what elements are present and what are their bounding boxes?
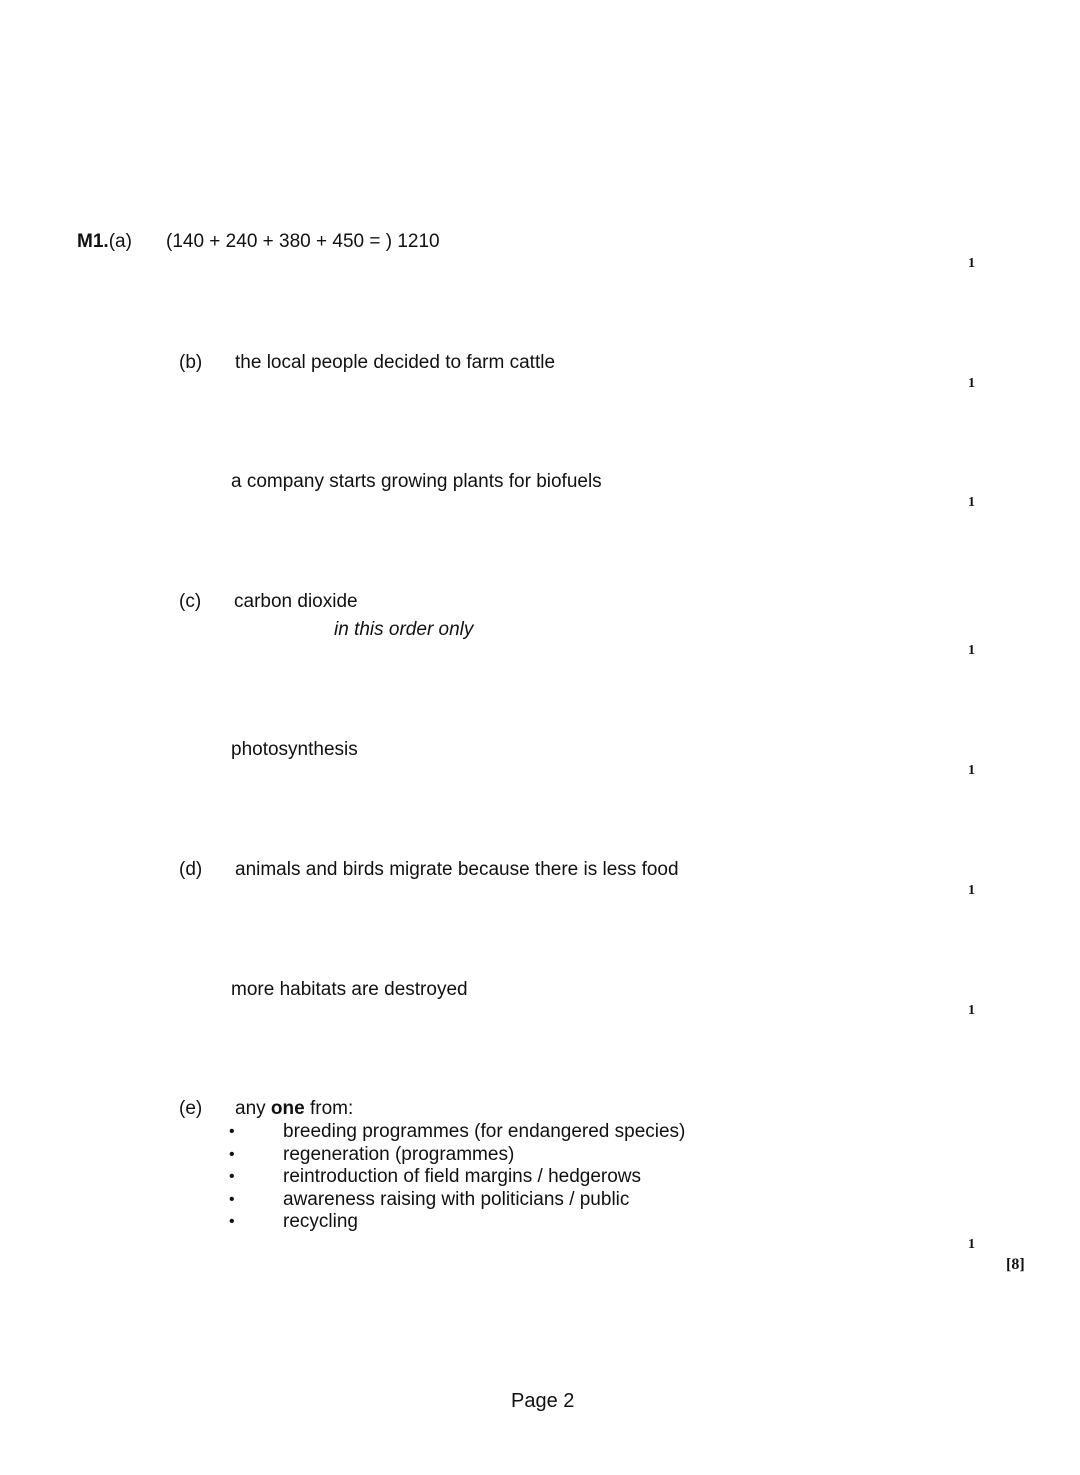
bullet-icon: • (229, 1190, 235, 1208)
bullet-icon: • (229, 1168, 235, 1185)
part-e-intro-post: from: (304, 1098, 354, 1119)
mark-8: 1 (968, 1237, 975, 1252)
mark-3: 1 (968, 495, 975, 510)
mark-2: 1 (968, 376, 975, 391)
option-text: recycling (283, 1211, 358, 1232)
part-e-intro (235, 1097, 353, 1120)
part-c-answer-1: carbon dioxide (234, 591, 358, 612)
part-d-label: (d) (179, 859, 203, 880)
mark-1: 1 (968, 256, 975, 271)
bullet-icon: • (229, 1123, 235, 1140)
part-d-answer-2: more habitats are destroyed (231, 979, 468, 1000)
mark-4: 1 (968, 643, 975, 658)
list-item (229, 1144, 685, 1167)
mark-5: 1 (968, 763, 975, 778)
list-item (229, 1121, 685, 1144)
part-e-options-list (229, 1121, 685, 1234)
part-b-answer-2: a company starts growing plants for biofuels (231, 471, 602, 492)
option-text: awareness raising with politicians / public (283, 1188, 630, 1210)
list-item (229, 1166, 685, 1189)
bullet-icon: • (229, 1145, 235, 1163)
page-number: Page 2 (511, 1390, 575, 1412)
bullet-icon: • (229, 1213, 235, 1230)
total-marks: [8] (1006, 1256, 1025, 1273)
part-c-label: (c) (179, 591, 202, 612)
question-number (77, 230, 132, 253)
part-a-answer: (140 + 240 + 380 + 450 = ) 1210 (166, 231, 440, 252)
part-e-label: (e) (179, 1098, 203, 1119)
part-c-note: in this order only (334, 619, 474, 640)
part-a-label: (a) (108, 231, 132, 252)
option-text: regeneration (programmes) (283, 1143, 515, 1165)
list-item (229, 1211, 685, 1234)
part-c-answer-2: photosynthesis (231, 739, 358, 760)
part-e-intro-pre: any (235, 1098, 271, 1119)
option-text: breeding programmes (for endangered species) (283, 1121, 686, 1142)
mark-7: 1 (968, 1003, 975, 1018)
part-d-answer-1: animals and birds migrate because there is less food (235, 859, 679, 880)
question-id: M1. (77, 231, 109, 252)
list-item (229, 1189, 685, 1212)
part-b-answer-1: the local people decided to farm cattle (235, 352, 556, 373)
part-e-intro-bold: one (270, 1098, 305, 1119)
mark-6: 1 (968, 883, 975, 898)
part-b-label: (b) (179, 352, 203, 373)
option-text: reintroduction of field margins / hedgerows (283, 1166, 642, 1187)
